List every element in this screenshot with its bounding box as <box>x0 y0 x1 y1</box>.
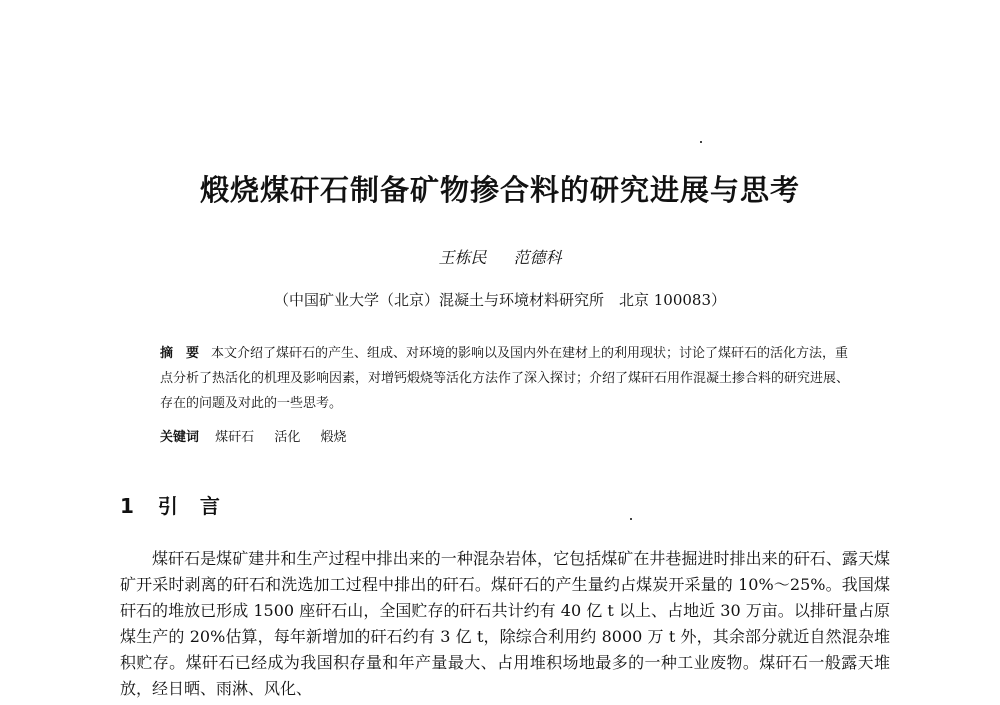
paper-title: 煅烧煤矸石制备矿物掺合料的研究进展与思考 <box>199 173 800 207</box>
scan-speck <box>630 518 632 520</box>
keyword: 煅烧 <box>320 430 347 445</box>
scan-speck <box>700 141 702 143</box>
keyword: 活化 <box>274 430 301 445</box>
author-name: 范德科 <box>513 248 562 267</box>
section-title: 引言 <box>157 494 242 518</box>
author-name: 王栋民 <box>438 248 487 267</box>
body-paragraph: 煤矸石是煤矿建井和生产过程中排出来的一种混杂岩体，它包括煤矿在井巷掘进时排出来的矸石、露天煤矿开采时剥离的矸石和洗选加工过程中排出的矸石。煤矸石的产生量约占煤炭开采量的 10%～25%。我国煤矸石的堆放已形成 1500 座矸石山，全国贮存的矸石共计约有 40 亿 t 以上、占地近 30 万亩。以排矸量占原煤生产的 20%估算，每年新增加的矸石约有 3 亿 t，除综合利用约 8000 万 t 外，其余部分就近自然混杂堆积贮存。煤矸石已经成为我国积存量和年产量最大、占用堆积场地最多的一种工业废物。煤矸石一般露天堆放，经日晒、雨淋、风化、 <box>120 549 890 698</box>
section-number: 1 <box>120 494 134 518</box>
keywords-label: 关键词 <box>160 430 200 445</box>
abstract-label: 摘 要 <box>160 346 200 361</box>
keywords <box>160 426 860 445</box>
section-heading <box>120 490 242 519</box>
abstract <box>160 341 860 416</box>
keyword: 煤矸石 <box>215 430 255 445</box>
abstract-text: 本文介绍了煤矸石的产生、组成、对环境的影响以及国内外在建材上的利用现状；讨论了煤矸石的活化方法，重点分析了热活化的机理及影响因素，对增钙煅烧等活化方法作了深入探讨；介绍了煤矸石用作混凝土掺合料的研究进展、存在的问题及对此的一些思考。 <box>160 346 850 411</box>
author-list <box>0 245 1000 268</box>
affiliation: （中国矿业大学（北京）混凝土与环境材料研究所 北京 100083） <box>273 291 727 309</box>
